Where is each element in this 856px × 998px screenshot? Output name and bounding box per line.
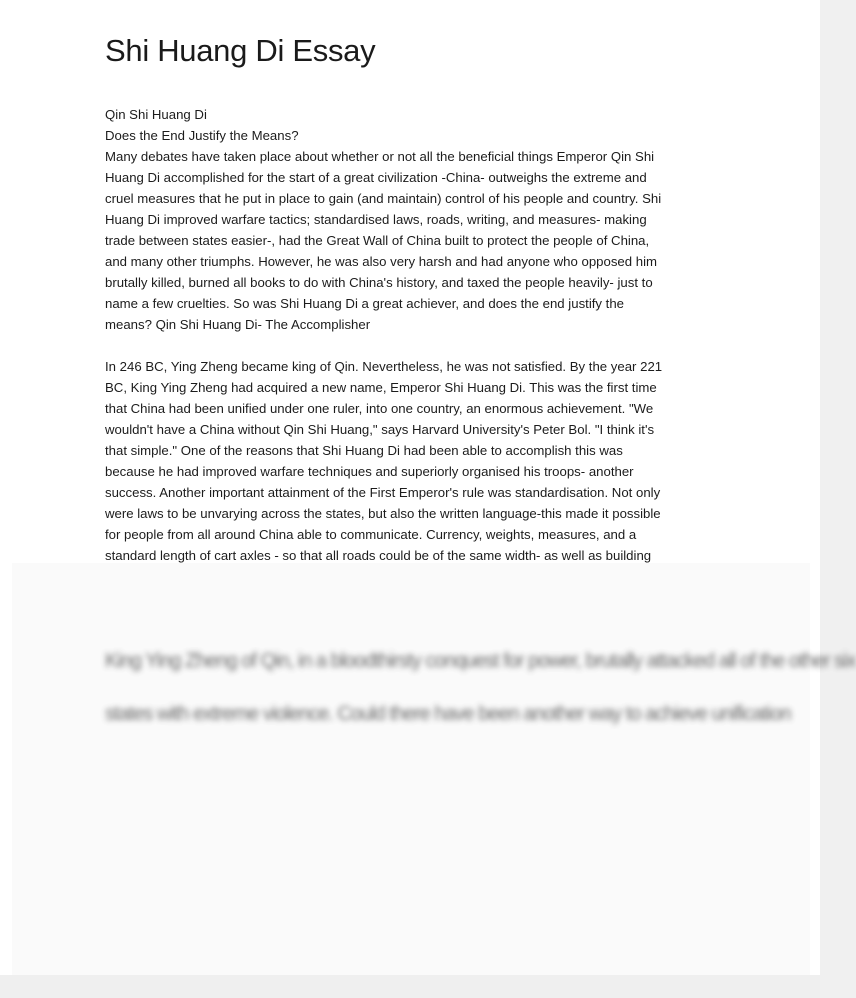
text-line: Qin Shi Huang Di	[105, 107, 207, 122]
text-line: Huang Di improved warfare tactics; standardised laws, roads, writing, and measures- making	[105, 212, 647, 227]
text-line: trade between states easier-, had the Great Wall of China built to protect the people of China,	[105, 233, 650, 248]
text-line: for people from all around China able to communicate. Currency, weights, measures, and a	[105, 527, 637, 542]
text-line: BC, King Ying Zheng had acquired a new name, Emperor Shi Huang Di. This was the first time	[105, 380, 657, 395]
text-line: that simple." One of the reasons that Shi Huang Di had been able to accomplish this was	[105, 443, 623, 458]
text-line: because he had improved warfare techniques and superiorly organised his troops- another	[105, 464, 634, 479]
text-line: Huang Di accomplished for the start of a great civilization -China- outweighs the extreme and	[105, 170, 647, 185]
text-line: standard length of cart axles - so that all roads could be of the same width- as well as building	[105, 548, 652, 563]
text-line: brutally killed, burned all books to do with China's history, and taxed the people heavily- just to	[105, 275, 653, 290]
text-line: means? Qin Shi Huang Di- The Accomplisher	[105, 317, 371, 332]
blurred-preview-overlay	[12, 563, 856, 975]
text-line: wouldn't have a China without Qin Shi Huang," says Harvard University's Peter Bol. "I think it's	[105, 422, 655, 437]
text-line: and many other triumphs. However, he was also very harsh and had anyone who opposed him	[105, 254, 657, 269]
text-line: In 246 BC, Ying Zheng became king of Qin. Nevertheless, he was not satisfied. By the year 221	[105, 359, 663, 374]
document-title: Shi Huang Di Essay	[105, 33, 376, 68]
text-line: Does the End Justify the Means?	[105, 128, 299, 143]
document-body	[105, 104, 715, 566]
text-line: success. Another important attainment of the First Emperor's rule was standardisation. Not only	[105, 485, 661, 500]
paragraph-intro	[105, 104, 715, 335]
text-line: that China had been unified under one ruler, into one country, an enormous achievement. "We	[105, 401, 654, 416]
blurred-text-line: King Ying Zheng of Qin, in a bloodthirsty conquest for power, brutally attacked all of the other six	[105, 650, 856, 672]
page-bottom-margin	[0, 975, 820, 998]
text-line: were laws to be unvarying across the states, but also the written language-this made it possible	[105, 506, 661, 521]
text-line: cruel measures that he put in place to gain (and maintain) control of his people and country. Shi	[105, 191, 662, 206]
text-line: Many debates have taken place about whether or not all the beneficial things Emperor Qin Shi	[105, 149, 655, 164]
text-line: name a few cruelties. So was Shi Huang Di a great achiever, and does the end justify the	[105, 296, 625, 311]
paragraph-spacer	[105, 335, 715, 356]
blurred-text-line: states with extreme violence. Could there have been another way to achieve unification	[105, 703, 791, 725]
paragraph-unification	[105, 356, 715, 566]
